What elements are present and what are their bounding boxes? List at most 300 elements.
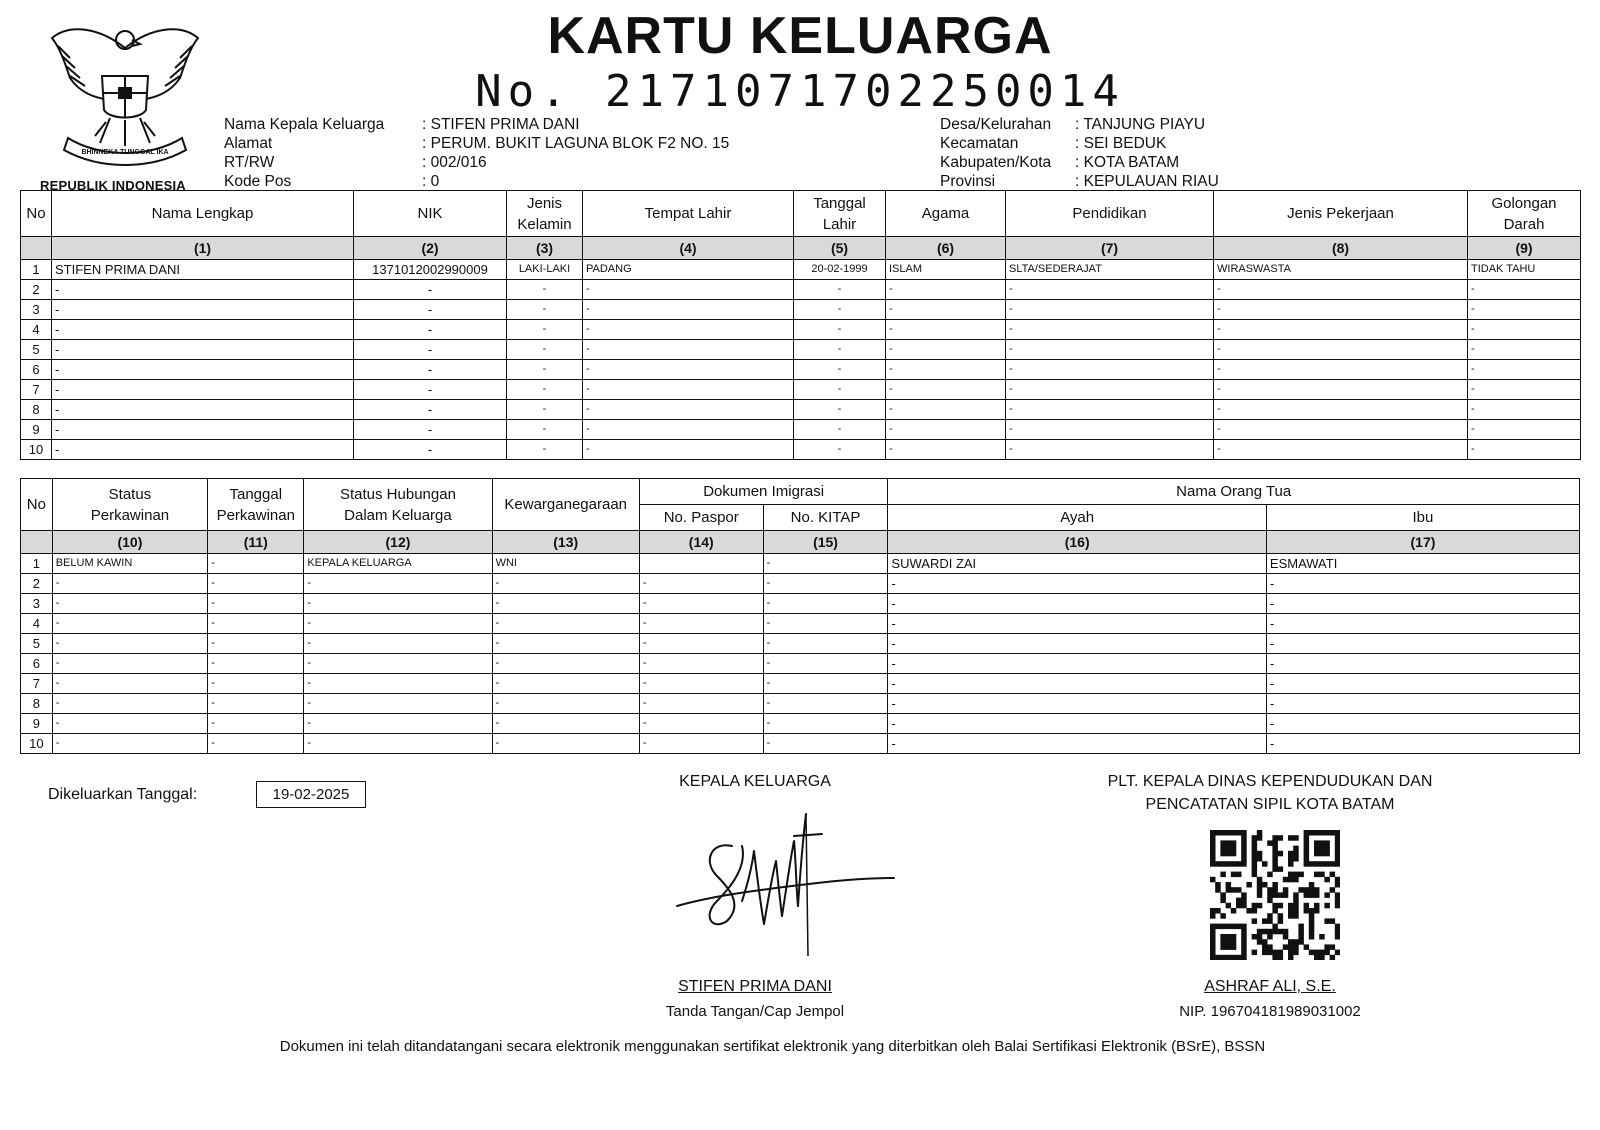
col-number-cell: (1) [52,237,354,260]
member-religion: - [886,300,1006,320]
member-mother: - [1266,594,1579,614]
member-family-relation: - [304,614,492,634]
member-father: - [888,594,1266,614]
member-gender: - [507,300,583,320]
family-info-right [940,115,1219,191]
member-citizenship: - [492,634,639,654]
issued-date-label: Dikeluarkan Tanggal: [48,786,198,803]
emblem-motto: BHINNEKA TUNGGAL IKA [81,149,169,156]
member-education: - [1006,440,1214,460]
member-passport: - [639,594,763,614]
member-kitap: - [763,614,888,634]
member-education: - [1006,420,1214,440]
member-education: SLTA/SEDERAJAT [1006,260,1214,280]
member-gender: - [507,280,583,300]
member-marital-status: BELUM KAWIN [52,554,207,574]
member-education: - [1006,280,1214,300]
col-header-immigration-docs: Dokumen Imigrasi [639,479,888,505]
member-birthplace: - [583,300,794,320]
col-number-cell: (6) [886,237,1006,260]
member-family-relation: - [304,734,492,754]
member-birthplace: - [583,440,794,460]
member-occupation: - [1214,320,1468,340]
member-birthplace: - [583,400,794,420]
member-kitap: - [763,694,888,714]
member-citizenship: - [492,714,639,734]
qr-code-icon [1210,830,1340,960]
member-birthdate: - [794,420,886,440]
member-mother: - [1266,634,1579,654]
info-value: : KOTA BATAM [1075,154,1180,171]
member-passport: - [639,574,763,594]
info-value: : PERUM. BUKIT LAGUNA BLOK F2 NO. 15 [422,135,730,152]
info-value: : 002/016 [422,154,487,171]
col-number-cell: (17) [1266,531,1579,554]
col-header-citizenship: Kewarganegaraan [492,479,639,531]
table-row [21,400,1581,420]
member-marriage-date: - [208,554,304,574]
member-citizenship: WNI [492,554,639,574]
member-birthplace: PADANG [583,260,794,280]
member-name: - [52,320,354,340]
member-mother: - [1266,574,1579,594]
col-header-gender [507,191,583,237]
member-passport: - [639,614,763,634]
member-religion: - [886,440,1006,460]
member-occupation: - [1214,400,1468,420]
member-mother: - [1266,674,1579,694]
row-number: 4 [21,320,52,340]
member-family-relation: - [304,594,492,614]
row-number: 6 [21,654,53,674]
member-religion: - [886,400,1006,420]
member-nik: - [354,440,507,460]
member-marriage-date: - [208,574,304,594]
member-birthdate: - [794,440,886,460]
member-passport: - [639,634,763,654]
family-members-table [20,190,1581,460]
member-name: STIFEN PRIMA DANI [52,260,354,280]
emblem-caption: REPUBLIK INDONESIA [40,178,186,193]
member-father: - [888,634,1266,654]
member-religion: ISLAM [886,260,1006,280]
member-kitap: - [763,574,888,594]
member-blood-type: - [1468,280,1581,300]
row-number: 7 [21,674,53,694]
member-name: - [52,440,354,460]
member-blood-type: - [1468,320,1581,340]
col-number-cell: (3) [507,237,583,260]
table-row [21,340,1581,360]
member-citizenship: - [492,734,639,754]
row-number: 9 [21,420,52,440]
row-number: 2 [21,574,53,594]
row-number: 7 [21,380,52,400]
member-gender: - [507,420,583,440]
member-marital-status: - [52,634,207,654]
table-row [21,380,1581,400]
member-education: - [1006,360,1214,380]
member-blood-type: - [1468,400,1581,420]
col-number-cell: (5) [794,237,886,260]
info-row-district [940,134,1219,153]
member-occupation: WIRASWASTA [1214,260,1468,280]
official-name: ASHRAF ALI, S.E. [1204,978,1336,995]
col-number-cell: (11) [208,531,304,554]
table-row [21,614,1580,634]
table-row [21,440,1581,460]
member-gender: - [507,320,583,340]
member-occupation: - [1214,280,1468,300]
member-religion: - [886,280,1006,300]
col-number-cell: (15) [763,531,888,554]
member-family-relation: - [304,674,492,694]
info-label: Provinsi [940,173,996,190]
header-line: Jenis [526,194,563,212]
member-birthdate: - [794,400,886,420]
info-label: Kode Pos [224,173,292,190]
member-birthplace: - [583,340,794,360]
member-marriage-date: - [208,614,304,634]
family-status-table [20,478,1580,754]
member-father: SUWARDI ZAI [888,554,1266,574]
member-marriage-date: - [208,654,304,674]
table-row [21,594,1580,614]
header-line: Lahir [822,215,857,233]
col-number-cell: (2) [354,237,507,260]
member-gender: - [507,380,583,400]
member-name: - [52,280,354,300]
member-nik: - [354,360,507,380]
row-number: 10 [21,734,53,754]
info-value: : TANJUNG PIAYU [1075,116,1206,133]
member-education: - [1006,400,1214,420]
member-marriage-date: - [208,694,304,714]
table-row [21,554,1580,574]
header-line: Kelamin [517,215,572,233]
member-mother: ESMAWATI [1266,554,1579,574]
col-number-cell: (10) [52,531,207,554]
col-header-father: Ayah [888,505,1266,531]
member-citizenship: - [492,594,639,614]
info-value: : STIFEN PRIMA DANI [422,116,580,133]
row-number: 10 [21,440,52,460]
member-blood-type: - [1468,380,1581,400]
col-number-cell: (8) [1214,237,1468,260]
header-line: Perkawinan [216,506,295,524]
table-header-row [21,479,1580,505]
member-birthplace: - [583,380,794,400]
header-line: Darah [1503,215,1545,233]
member-birthplace: - [583,360,794,380]
member-marriage-date: - [208,734,304,754]
member-name: - [52,420,354,440]
info-row-rtrw [224,153,729,172]
member-kitap: - [763,634,888,654]
member-birthplace: - [583,280,794,300]
table-row [21,694,1580,714]
member-nik: - [354,340,507,360]
member-passport: - [639,654,763,674]
member-marital-status: - [52,674,207,694]
table-row [21,654,1580,674]
member-blood-type: TIDAK TAHU [1468,260,1581,280]
col-number-cell [21,531,53,554]
member-passport: - [639,714,763,734]
header-line: Dalam Keluarga [344,506,452,524]
member-marital-status: - [52,574,207,594]
table-row [21,574,1580,594]
header-line: Status Hubungan [339,485,456,503]
member-family-relation: - [304,574,492,594]
member-birthplace: - [583,320,794,340]
member-kitap: - [763,554,888,574]
member-nik: - [354,380,507,400]
member-marriage-date: - [208,634,304,654]
col-header-religion: Agama [886,191,1006,237]
member-occupation: - [1214,360,1468,380]
member-blood-type: - [1468,420,1581,440]
member-religion: - [886,340,1006,360]
header-line: Perkawinan [90,506,170,524]
member-religion: - [886,420,1006,440]
col-header-parents: Nama Orang Tua [888,479,1580,505]
member-nik: - [354,280,507,300]
member-nik: - [354,420,507,440]
table-row [21,280,1581,300]
member-father: - [888,674,1266,694]
col-header-nik: NIK [354,191,507,237]
member-marital-status: - [52,694,207,714]
info-label: Kabupaten/Kota [940,154,1052,171]
member-birthdate: - [794,280,886,300]
member-passport: - [639,674,763,694]
signature-caption: Tanda Tangan/Cap Jempol [665,1003,845,1020]
member-blood-type: - [1468,340,1581,360]
member-passport: - [639,694,763,714]
row-number: 4 [21,614,53,634]
member-family-relation: KEPALA KELUARGA [304,554,492,574]
col-number-cell: (9) [1468,237,1581,260]
table-row [21,360,1581,380]
col-number-cell: (14) [639,531,763,554]
row-number: 9 [21,714,53,734]
member-father: - [888,734,1266,754]
member-family-relation: - [304,634,492,654]
info-value: : 0 [422,173,440,190]
table-row [21,634,1580,654]
member-passport: - [639,734,763,754]
col-header-name: Nama Lengkap [52,191,354,237]
col-header-kitap: No. KITAP [763,505,888,531]
document-number: No. 2171071702250014 [475,66,1125,117]
member-kitap: - [763,714,888,734]
table-row [21,320,1581,340]
member-nik: - [354,400,507,420]
member-nik: - [354,300,507,320]
member-birthdate: - [794,340,886,360]
col-header-marriage-date [208,479,304,531]
member-religion: - [886,380,1006,400]
col-header-marital-status [52,479,207,531]
member-name: - [52,300,354,320]
member-birthdate: 20-02-1999 [794,260,886,280]
table-header-row [21,191,1581,237]
member-kitap: - [763,654,888,674]
member-education: - [1006,320,1214,340]
member-citizenship: - [492,694,639,714]
member-mother: - [1266,614,1579,634]
info-value: : KEPULAUAN RIAU [1075,173,1219,190]
head-of-family-name: STIFEN PRIMA DANI [678,978,832,995]
member-kitap: - [763,674,888,694]
col-header-blood-type [1468,191,1581,237]
row-number: 3 [21,594,53,614]
col-number-cell: (13) [492,531,639,554]
info-row-city [940,153,1219,172]
col-header-mother: Ibu [1266,505,1579,531]
member-citizenship: - [492,674,639,694]
member-blood-type: - [1468,440,1581,460]
column-number-row [21,531,1580,554]
member-education: - [1006,340,1214,360]
table-row [21,300,1581,320]
col-header-birthdate [794,191,886,237]
row-number: 8 [21,400,52,420]
official-nip: NIP. 196704181989031002 [1179,1003,1361,1020]
member-occupation: - [1214,300,1468,320]
official-title-line-2: PENCATATAN SIPIL KOTA BATAM [1145,796,1395,813]
column-number-row [21,237,1581,260]
member-mother: - [1266,694,1579,714]
info-label: RT/RW [224,154,275,171]
table-row [21,734,1580,754]
col-header-family-relation [304,479,492,531]
info-row-address [224,134,729,153]
member-birthdate: - [794,360,886,380]
col-number-cell: (12) [304,531,492,554]
header-line: Tanggal [229,485,283,503]
header-line: Golongan [1491,194,1557,212]
member-name: - [52,400,354,420]
member-citizenship: - [492,574,639,594]
issued-date-value: 19-02-2025 [256,781,366,808]
member-marital-status: - [52,614,207,634]
member-nik: - [354,320,507,340]
row-number: 5 [21,340,52,360]
member-name: - [52,340,354,360]
member-marriage-date: - [208,674,304,694]
member-family-relation: - [304,654,492,674]
member-family-relation: - [304,714,492,734]
head-of-family-title: KEPALA KELUARGA [679,773,831,790]
signature-icon [672,806,902,956]
col-header-no: No [21,479,53,531]
member-gender: - [507,360,583,380]
official-title-line-1: PLT. KEPALA DINAS KEPENDUDUKAN DAN [1107,773,1433,790]
row-number: 2 [21,280,52,300]
member-citizenship: - [492,614,639,634]
info-label: Kecamatan [940,135,1019,152]
member-mother: - [1266,714,1579,734]
member-kitap: - [763,734,888,754]
member-mother: - [1266,734,1579,754]
row-number: 1 [21,260,52,280]
member-father: - [888,714,1266,734]
table-row [21,674,1580,694]
row-number: 6 [21,360,52,380]
member-kitap: - [763,594,888,614]
info-row-head [224,115,729,134]
info-label: Nama Kepala Keluarga [224,116,385,133]
info-value: : SEI BEDUK [1075,135,1167,152]
member-father: - [888,694,1266,714]
member-marital-status: - [52,714,207,734]
member-blood-type: - [1468,360,1581,380]
member-birthdate: - [794,380,886,400]
member-blood-type: - [1468,300,1581,320]
member-occupation: - [1214,340,1468,360]
col-header-education: Pendidikan [1006,191,1214,237]
member-occupation: - [1214,420,1468,440]
member-education: - [1006,300,1214,320]
info-row-postal [224,172,729,191]
member-family-relation: - [304,694,492,714]
col-number-cell: (16) [888,531,1266,554]
member-religion: - [886,360,1006,380]
member-education: - [1006,380,1214,400]
family-info-left [224,115,729,191]
table-row [21,714,1580,734]
member-gender: LAKI-LAKI [507,260,583,280]
member-birthdate: - [794,300,886,320]
member-marriage-date: - [208,594,304,614]
row-number: 3 [21,300,52,320]
member-occupation: - [1214,380,1468,400]
member-birthplace: - [583,420,794,440]
col-header-occupation: Jenis Pekerjaan [1214,191,1468,237]
document-title: KARTU KELUARGA [547,7,1053,65]
col-number-cell: (7) [1006,237,1214,260]
table-row [21,260,1581,280]
member-father: - [888,654,1266,674]
member-marriage-date: - [208,714,304,734]
member-gender: - [507,440,583,460]
col-header-birthplace: Tempat Lahir [583,191,794,237]
member-mother: - [1266,654,1579,674]
info-row-province [940,172,1219,191]
member-marital-status: - [52,734,207,754]
col-number-cell: (4) [583,237,794,260]
col-header-no: No [21,191,52,237]
member-name: - [52,360,354,380]
member-passport [639,554,763,574]
member-gender: - [507,340,583,360]
member-nik: 1371012002990009 [354,260,507,280]
header-line: Tanggal [813,194,866,212]
member-gender: - [507,400,583,420]
member-father: - [888,614,1266,634]
col-number-cell [21,237,52,260]
row-number: 1 [21,554,53,574]
member-citizenship: - [492,654,639,674]
member-father: - [888,574,1266,594]
member-marital-status: - [52,654,207,674]
row-number: 5 [21,634,53,654]
info-label: Alamat [224,135,273,152]
col-header-passport: No. Paspor [639,505,763,531]
member-occupation: - [1214,440,1468,460]
